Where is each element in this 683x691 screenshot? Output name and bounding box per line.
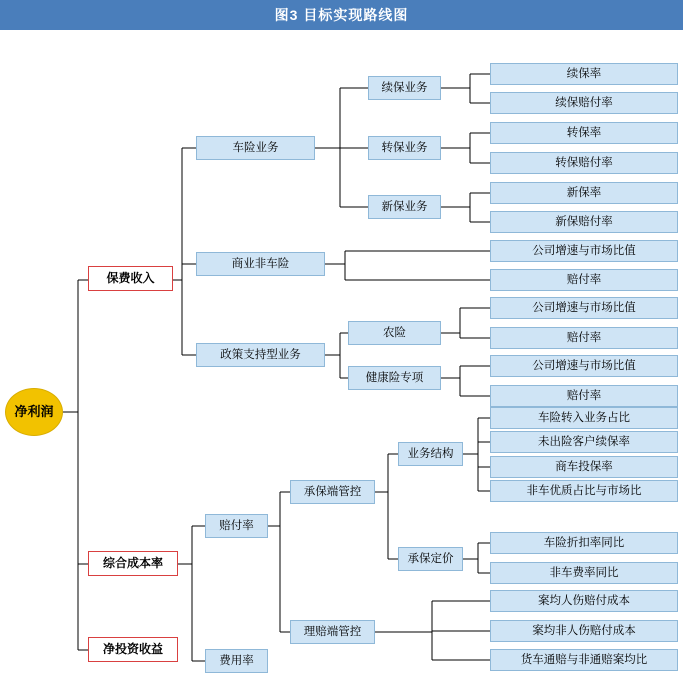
node-loss-ratio[interactable] <box>205 514 268 538</box>
node-premium-income[interactable] <box>88 266 173 291</box>
leaf-health-growth-vs-market[interactable] <box>490 355 678 377</box>
node-underwriting-control[interactable] <box>290 480 375 504</box>
leaf-noncar-quality-share-vs-market-label: 非车优质占比与市场比 <box>526 484 642 497</box>
leaf-health-loss-ratio-label: 赔付率 <box>566 389 602 402</box>
node-root[interactable] <box>5 388 63 436</box>
leaf-truck-through-claim-ratio[interactable] <box>490 649 678 671</box>
node-health-insurance-program[interactable] <box>348 366 441 390</box>
node-renewal-business[interactable] <box>368 76 441 100</box>
node-agricultural-insurance-label: 农险 <box>383 326 406 339</box>
node-expense-ratio[interactable] <box>205 649 268 673</box>
leaf-noncar-growth-vs-market-label: 公司增速与市场比值 <box>532 244 636 257</box>
leaf-avg-non-bodily-injury-cost-label: 案均非人伤赔付成本 <box>532 624 636 637</box>
leaf-noncar-rate-yoy[interactable] <box>490 562 678 584</box>
node-transfer-business[interactable] <box>368 136 441 160</box>
page-title: 图3 目标实现路线图 <box>274 7 409 23</box>
node-new-business-label: 新保业务 <box>381 200 428 213</box>
leaf-renewal-loss-ratio-label: 续保赔付率 <box>555 96 613 109</box>
leaf-agri-growth-vs-market-label: 公司增速与市场比值 <box>532 301 636 314</box>
leaf-renewal-rate-label: 续保率 <box>566 67 602 80</box>
leaf-auto-discount-yoy[interactable] <box>490 532 678 554</box>
node-auto-insurance-business[interactable] <box>196 136 315 160</box>
node-claims-control-label: 理赔端管控 <box>303 625 362 638</box>
leaf-noncar-quality-share-vs-market[interactable] <box>490 480 678 502</box>
node-agricultural-insurance[interactable] <box>348 321 441 345</box>
leaf-commercial-auto-coverage-rate[interactable] <box>490 456 678 478</box>
leaf-transfer-loss-ratio[interactable] <box>490 152 678 174</box>
node-premium-income-label: 保费收入 <box>106 270 155 285</box>
leaf-transfer-rate[interactable] <box>490 122 678 144</box>
leaf-renewal-rate[interactable] <box>490 63 678 85</box>
node-renewal-business-label: 续保业务 <box>381 81 428 94</box>
node-commercial-non-auto-label: 商业非车险 <box>231 257 290 270</box>
leaf-truck-through-claim-ratio-label: 货车通赔与非通赔案均比 <box>520 653 648 666</box>
node-auto-insurance-business-label: 车险业务 <box>232 141 279 154</box>
node-transfer-business-label: 转保业务 <box>381 141 428 154</box>
leaf-new-loss-ratio-label: 新保赔付率 <box>555 215 613 228</box>
node-business-structure-label: 业务结构 <box>407 447 454 460</box>
leaf-noncar-loss-ratio-label: 赔付率 <box>566 273 602 286</box>
node-health-insurance-program-label: 健康险专项 <box>365 371 424 384</box>
node-commercial-non-auto[interactable] <box>196 252 325 276</box>
leaf-agri-loss-ratio-label: 赔付率 <box>566 331 602 344</box>
node-policy-supported-business-label: 政策支持型业务 <box>220 348 301 361</box>
node-policy-supported-business[interactable] <box>196 343 325 367</box>
node-net-investment-return[interactable] <box>88 637 178 662</box>
leaf-health-growth-vs-market-label: 公司增速与市场比值 <box>532 359 636 372</box>
leaf-health-loss-ratio[interactable] <box>490 385 678 407</box>
leaf-transfer-rate-label: 转保率 <box>566 126 602 139</box>
node-new-business[interactable] <box>368 195 441 219</box>
leaf-noclaim-renewal-rate[interactable] <box>490 431 678 453</box>
leaf-avg-bodily-injury-cost-label: 案均人伤赔付成本 <box>538 594 630 607</box>
leaf-noncar-rate-yoy-label: 非车费率同比 <box>549 566 619 579</box>
leaf-new-rate-label: 新保率 <box>566 186 602 199</box>
node-underwriting-pricing[interactable] <box>398 547 463 571</box>
leaf-auto-transfer-in-share-label: 车险转入业务占比 <box>538 411 630 424</box>
node-loss-ratio-label: 赔付率 <box>219 519 254 532</box>
leaf-new-rate[interactable] <box>490 182 678 204</box>
diagram-canvas <box>0 30 683 691</box>
node-root-label: 净利润 <box>14 403 54 419</box>
node-net-investment-return-label: 净投资收益 <box>102 641 163 656</box>
node-underwriting-pricing-label: 承保定价 <box>407 552 454 565</box>
leaf-transfer-loss-ratio-label: 转保赔付率 <box>555 156 613 169</box>
leaf-auto-transfer-in-share[interactable] <box>490 407 678 429</box>
node-expense-ratio-label: 费用率 <box>219 654 254 667</box>
leaf-agri-loss-ratio[interactable] <box>490 327 678 349</box>
leaf-avg-non-bodily-injury-cost[interactable] <box>490 620 678 642</box>
leaf-avg-bodily-injury-cost[interactable] <box>490 590 678 612</box>
leaf-agri-growth-vs-market[interactable] <box>490 297 678 319</box>
leaf-commercial-auto-coverage-rate-label: 商车投保率 <box>555 460 613 473</box>
leaf-noncar-loss-ratio[interactable] <box>490 269 678 291</box>
leaf-new-loss-ratio[interactable] <box>490 211 678 233</box>
leaf-noclaim-renewal-rate-label: 未出险客户续保率 <box>538 435 630 448</box>
title-bar <box>0 0 683 30</box>
node-combined-ratio[interactable] <box>88 551 178 576</box>
node-underwriting-control-label: 承保端管控 <box>303 485 362 498</box>
leaf-noncar-growth-vs-market[interactable] <box>490 240 678 262</box>
leaf-renewal-loss-ratio[interactable] <box>490 92 678 114</box>
node-claims-control[interactable] <box>290 620 375 644</box>
node-combined-ratio-label: 综合成本率 <box>102 555 163 570</box>
node-business-structure[interactable] <box>398 442 463 466</box>
leaf-auto-discount-yoy-label: 车险折扣率同比 <box>543 536 625 549</box>
